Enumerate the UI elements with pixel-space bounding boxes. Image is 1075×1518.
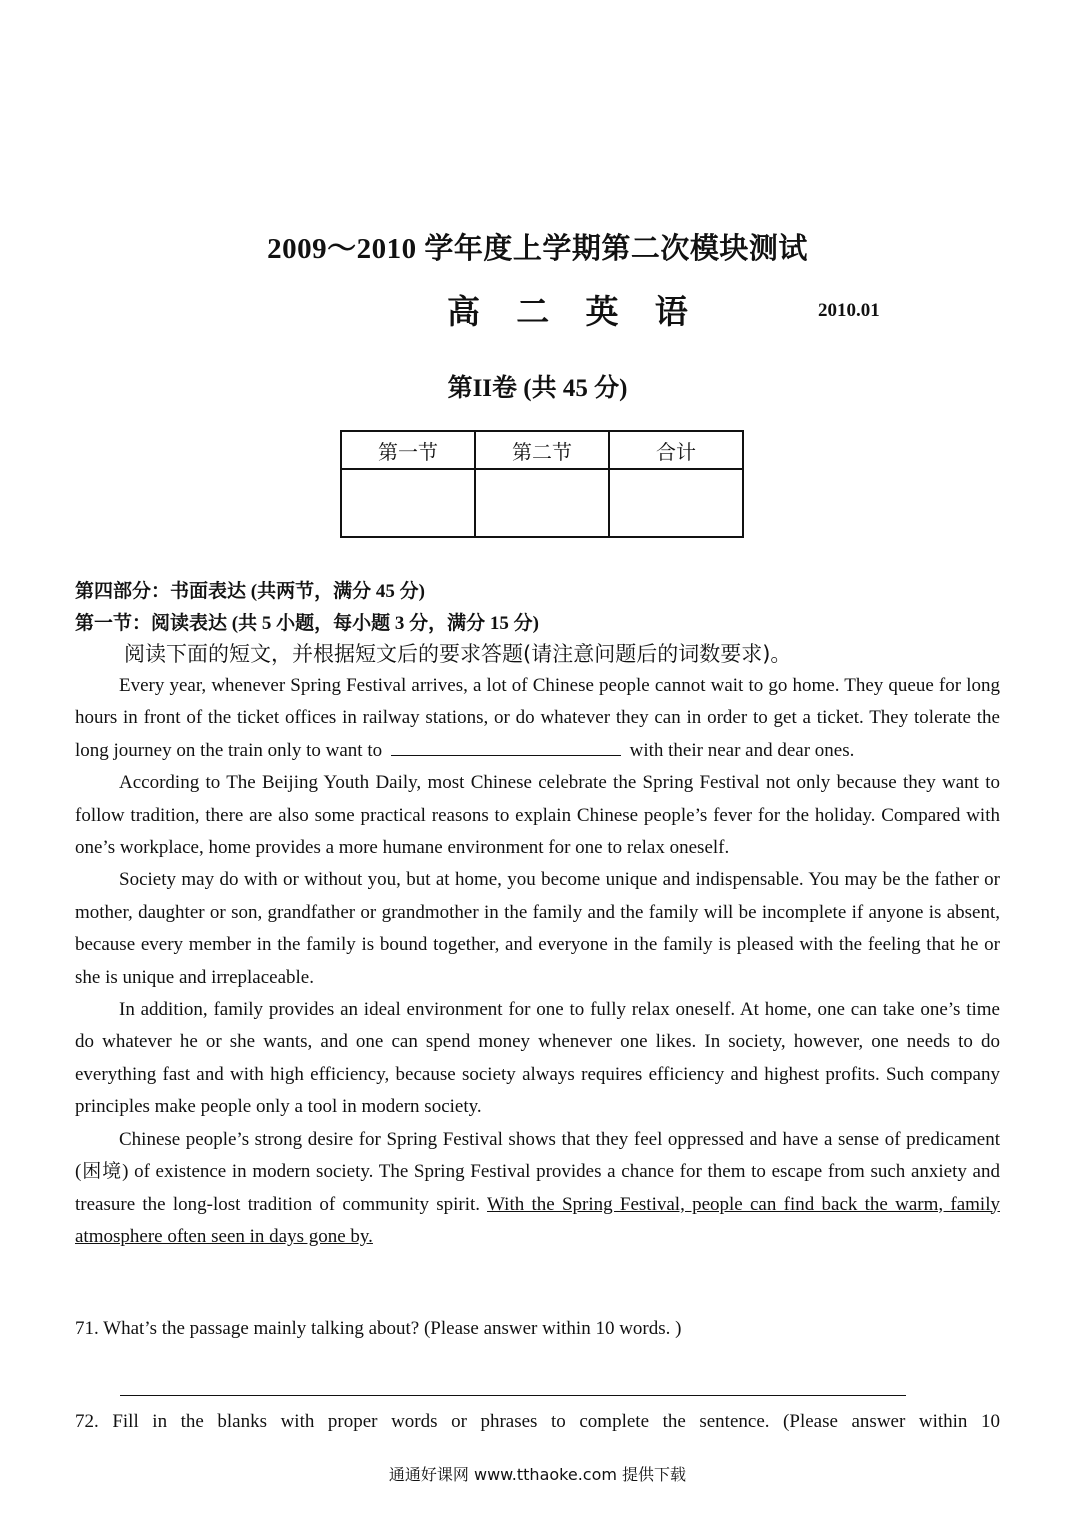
question-72: 72. Fill in the blanks with proper words or phrases to complete the sentence. (Please answer within 10 bbox=[75, 1411, 1000, 1432]
fill-in-blank[interactable] bbox=[391, 736, 621, 756]
answer-line-71[interactable] bbox=[120, 1395, 906, 1396]
passage-paragraph-1 bbox=[75, 670, 1000, 767]
paragraph-1-text: Every year, whenever Spring Festival arrives, a lot of Chinese people cannot wait to go home. They queue for long hours in front of the ticket offices in railway stations, or do whatever they can in order to get a ticket. They tolerate the long journey on the train only to want to bbox=[75, 675, 1000, 761]
part-heading: 第四部分：书面表达 (共两节，满分 45 分) bbox=[75, 581, 425, 602]
question-71: 71. What’s the passage mainly talking about? (Please answer within 10 words. ) bbox=[75, 1318, 682, 1339]
score-cell-section1[interactable] bbox=[341, 469, 475, 537]
score-cell-section2[interactable] bbox=[475, 469, 609, 537]
section-heading: 第一节：阅读表达 (共 5 小题，每小题 3 分，满分 15 分) bbox=[75, 613, 539, 634]
passage-paragraph-5 bbox=[75, 1124, 1000, 1254]
score-cell-total[interactable] bbox=[609, 469, 743, 537]
score-header-section1: 第一节 bbox=[341, 431, 475, 469]
volume-title: 第II卷 (共 45 分) bbox=[447, 375, 628, 402]
paragraph-1-text-end: with their near and dear ones. bbox=[629, 739, 855, 761]
score-header-section2: 第二节 bbox=[475, 431, 609, 469]
footer-text: 通通好课网 www.tthaoke.com 提供下载 bbox=[388, 1465, 687, 1484]
subject-title: 高 二 英 语 bbox=[447, 295, 702, 331]
reading-passage bbox=[75, 670, 1000, 1253]
underlined-sentence: With the Spring Festival, people can find back the warm, family atmosphere often seen in days gone by. bbox=[75, 1193, 1000, 1247]
passage-paragraph-3: Society may do with or without you, but at home, you become unique and indispensable. You may be the father or mother, daughter or son, grandfather or grandmother in the family and the family will be incomplete if anyone is absent, because every member in the family is bound together, and everyone in the family is pleased with the feeling that he or she is unique and irreplaceable. bbox=[75, 869, 1000, 988]
instruction-text: 阅读下面的短文，并根据短文后的要求答题(请注意问题后的词数要求)。 bbox=[124, 642, 792, 666]
score-table bbox=[340, 430, 744, 538]
paragraph-5-text: Chinese people’s strong desire for Spring Festival shows that they feel oppressed and have a sense of predicament (困境) of existence in modern society. The Spring Festival provides a chance for them to escape from such anxiety and treasure the long-lost tradition of community spirit. bbox=[75, 1128, 1000, 1215]
passage-paragraph-4: In addition, family provides an ideal environment for one to fully relax oneself. At home, one can take one’s time do whatever he or she wants, and one can spend money whenever one likes. In society, however, one needs to do everything fast and with high efficiency, because society always requires efficiency and highest profits. Such company principles make people only a tool in modern society. bbox=[75, 999, 1000, 1118]
passage-paragraph-2: According to The Beijing Youth Daily, most Chinese celebrate the Spring Festival not only because they want to follow tradition, there are also some practical reasons to explain Chinese people’s fever for the holiday. Compared with one’s workplace, home provides a more humane environment for one to relax oneself. bbox=[75, 772, 1000, 859]
score-header-total: 合计 bbox=[609, 431, 743, 469]
exam-date: 2010.01 bbox=[818, 300, 880, 321]
exam-title: 2009～2010 学年度上学期第二次模块测试 bbox=[267, 233, 808, 265]
